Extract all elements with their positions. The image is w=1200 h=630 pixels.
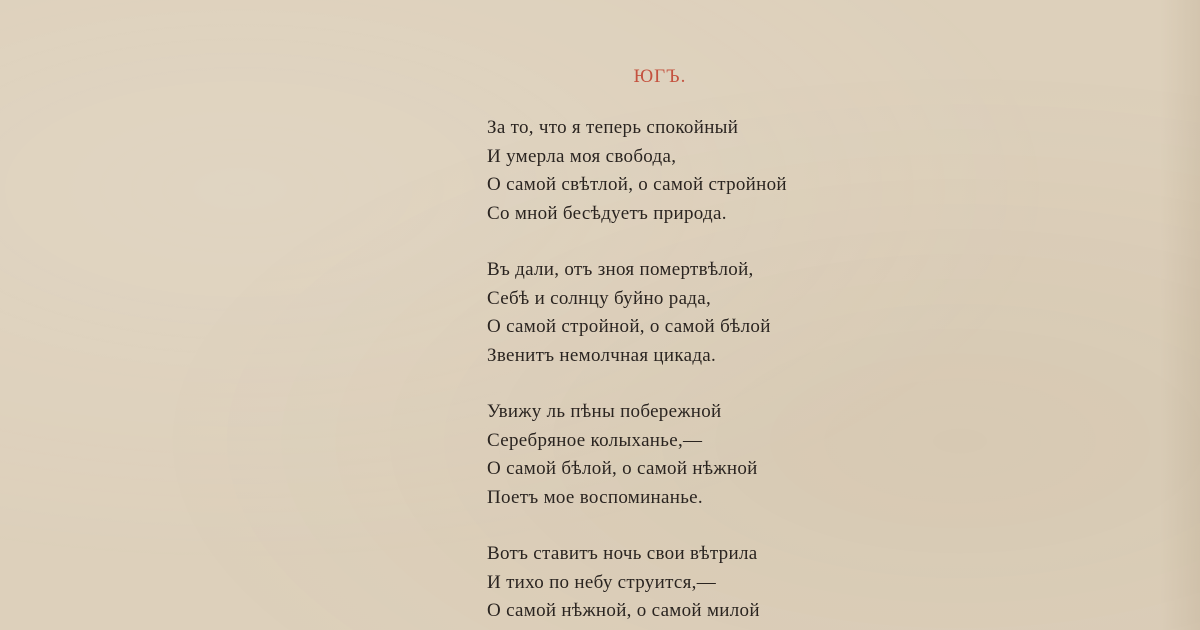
poem-line: И тихо по небу струится,—	[487, 571, 717, 593]
poem-line: Звенитъ немолчная цикада.	[487, 344, 717, 366]
poem-line: Серебряное колыханье,—	[487, 429, 703, 451]
stanza-4	[487, 540, 907, 626]
poem-line: Въ дали, отъ зноя помертвѣлой,	[487, 259, 754, 280]
poem-line: Себѣ и солнцу буйно рада,	[487, 287, 712, 309]
poem-line: И умерла моя свобода,	[487, 145, 677, 167]
stanza-2	[487, 256, 907, 370]
stanza-1	[487, 114, 907, 228]
poem-line: За то, что я теперь спокойный	[487, 117, 739, 138]
poem-line: О самой бѣлой, о самой нѣжной	[487, 458, 758, 479]
poem-line: О самой нѣжной, о самой милой	[487, 600, 760, 621]
poem-line: Со мной бесѣдуетъ природа.	[487, 202, 727, 224]
poem-line: Поетъ мое воспоминанье.	[487, 486, 703, 508]
page-edge-shadow	[1160, 0, 1200, 630]
poem-line: Вотъ ставитъ ночь свои вѣтрила	[487, 543, 758, 564]
poem-line: О самой свѣтлой, о самой стройной	[487, 174, 787, 195]
poem-body	[487, 114, 907, 630]
poem-line: О самой стройной, о самой бѣлой	[487, 316, 771, 337]
poem-title: ЮГЪ.	[633, 66, 687, 87]
stanza-3	[487, 398, 907, 512]
poem-line: Увижу ль пѣны побережной	[487, 401, 722, 422]
